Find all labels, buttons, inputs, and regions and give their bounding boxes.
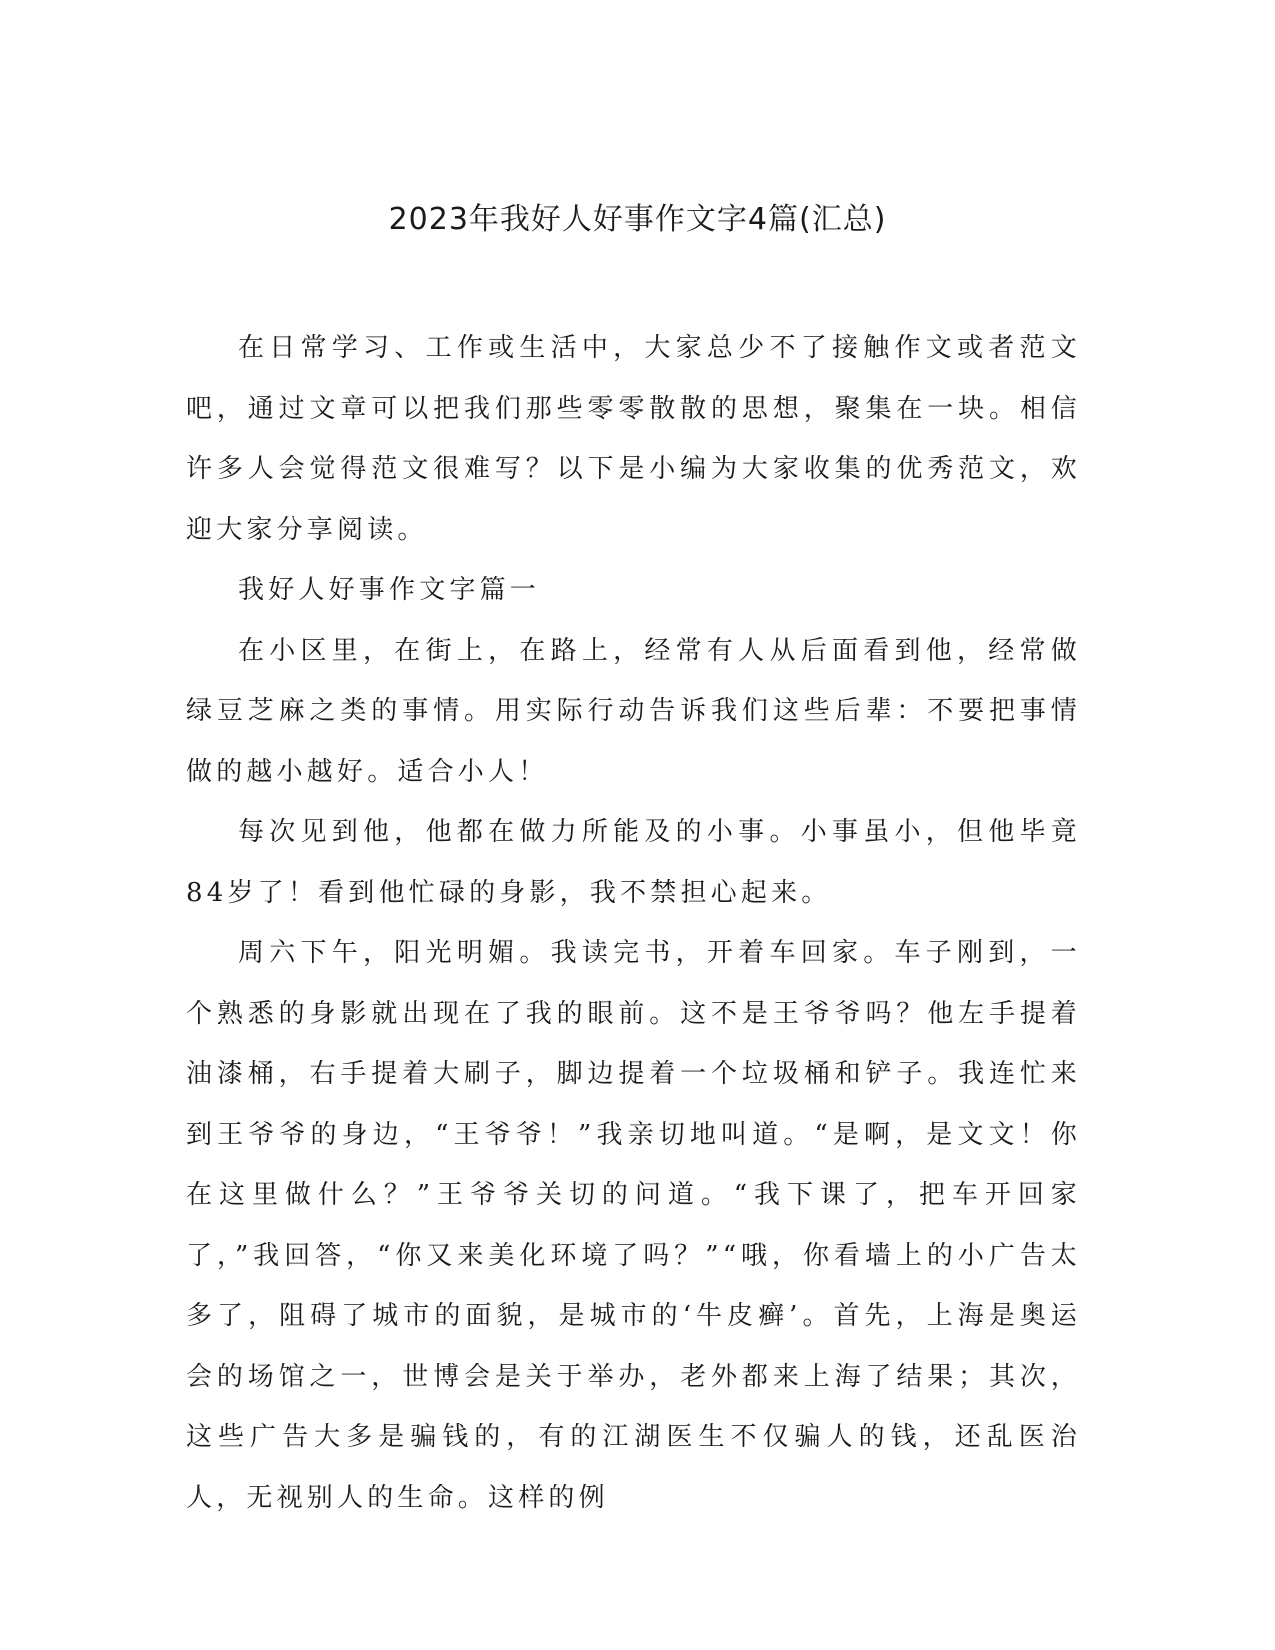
section-heading: 我好人好事作文字篇一 <box>238 575 541 605</box>
body-paragraph: 每次见到他，他都在做力所能及的小事。小事虽小，但他毕竟84岁了！看到他忙碌的身影，我不禁担心起来。 <box>186 817 1081 908</box>
body-paragraph: 在小区里，在街上，在路上，经常有人从后面看到他，经常做绿豆芝麻之类的事情。用实际行动告诉我们这些后辈：不要把事情做的越小越好。适合小人！ <box>186 635 1081 787</box>
intro-paragraph: 在日常学习、工作或生活中，大家总少不了接触作文或者范文吧，通过文章可以把我们那些零零散散的思想，聚集在一块。相信许多人会觉得范文很难写？以下是小编为大家收集的优秀范文，欢迎大家分享阅读。 <box>186 333 1081 545</box>
document-title: 2023年我好人好事作文字4篇(汇总) <box>388 202 887 237</box>
document-body <box>186 318 1081 1528</box>
body-paragraph: 周六下午，阳光明媚。我读完书，开着车回家。车子刚到，一个熟悉的身影就出现在了我的眼前。这不是王爷爷吗？他左手提着油漆桶，右手提着大刷子，脚边提着一个垃圾桶和铲子。我连忙来到王爷爷的身边，“王爷爷！”我亲切地叫道。“是啊，是文文！你在这里做什么？”王爷爷关切的问道。“我下课了，把车开回家了，”我回答，“你又来美化环境了吗？”“哦，你看墙上的小广告太多了，阻碍了城市的面貌，是城市的‘牛皮癣’。首先，上海是奥运会的场馆之一，世博会是关于举办，老外都来上海了结果；其次，这些广告大多是骗钱的，有的江湖医生不仅骗人的钱，还乱医治人，无视别人的生命。这样的例 <box>186 938 1081 1513</box>
